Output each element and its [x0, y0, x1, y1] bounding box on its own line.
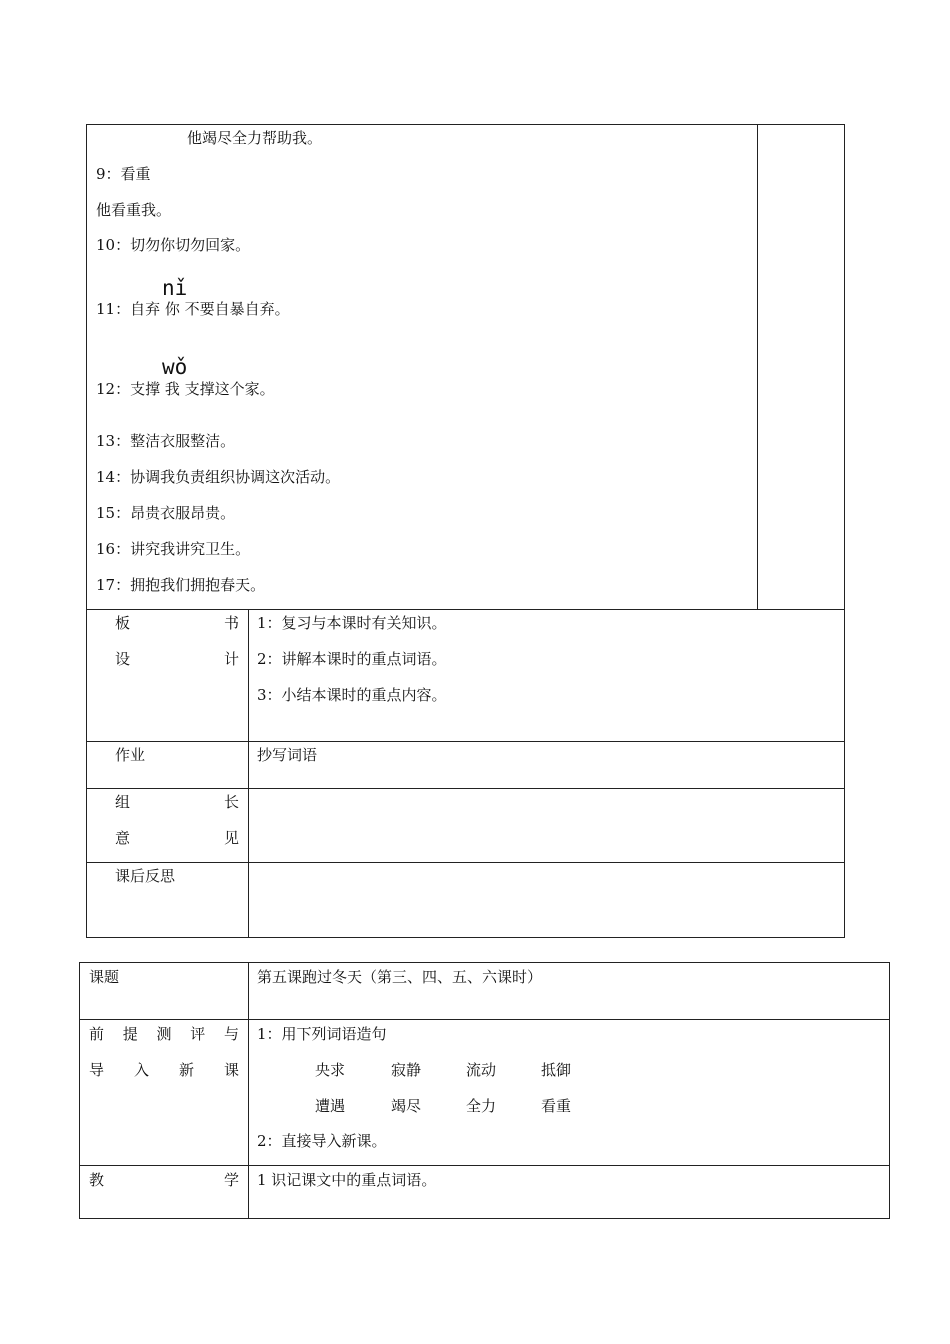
intro-label-char: 课 [223, 1061, 239, 1079]
t1-border-left [86, 124, 87, 938]
board-item: 1：复习与本课时有关知识。 [257, 614, 447, 632]
t1-inner-vertical-label [248, 609, 249, 938]
teach-label-char: 学 [223, 1171, 239, 1189]
intro-label-char: 提 [122, 1025, 138, 1043]
sentence-line: 13：整洁衣服整洁。 [96, 432, 236, 450]
intro-line: 1：用下列词语造句 [257, 1025, 387, 1043]
t2-border-top [79, 962, 890, 963]
vocab-word: 寂静 [391, 1061, 422, 1079]
sentence-line: 9：看重 [96, 165, 151, 183]
t1-border-top [86, 124, 845, 125]
vocab-word: 竭尽 [391, 1097, 422, 1115]
board-label-row2 [115, 650, 239, 668]
leader-label-char: 组 [115, 793, 131, 811]
leader-label-char: 意 [115, 829, 131, 847]
board-item: 2：讲解本课时的重点词语。 [257, 650, 447, 668]
sentence-line: 14：协调我负责组织协调这次活动。 [96, 468, 341, 486]
vocab-word: 抵御 [541, 1061, 572, 1079]
board-label-char: 书 [223, 614, 239, 632]
vocab-word: 全力 [466, 1097, 497, 1115]
board-label-row1 [115, 614, 239, 632]
reflection-label: 课后反思 [115, 867, 176, 885]
board-label-char: 设 [115, 650, 131, 668]
t2-row-divider-1 [79, 1019, 890, 1020]
sentence-line: 他竭尽全力帮助我。 [187, 129, 323, 147]
t1-row-divider-2 [86, 741, 845, 742]
intro-label-char: 入 [133, 1061, 149, 1079]
vocab-word: 流动 [466, 1061, 497, 1079]
leader-label-char: 长 [223, 793, 239, 811]
teach-value: 1 识记课文中的重点词语。 [257, 1171, 437, 1189]
t2-border-left [79, 962, 80, 1219]
t1-row-divider-1 [86, 609, 845, 610]
t2-border-right [889, 962, 890, 1219]
intro-label-char: 导 [89, 1061, 105, 1079]
t1-row-divider-4 [86, 862, 845, 863]
sentence-line: 15：昂贵衣服昂贵。 [96, 504, 236, 522]
t1-border-bottom [86, 937, 845, 938]
sentence-line: 17：拥抱我们拥抱春天。 [96, 576, 266, 594]
intro-label-char: 测 [156, 1025, 172, 1043]
t2-border-bottom [79, 1218, 890, 1219]
sentence-line: 10：切勿你切勿回家。 [96, 236, 251, 254]
t2-row-divider-2 [79, 1165, 890, 1166]
board-label-char: 板 [115, 614, 131, 632]
leader-label-row1 [115, 793, 239, 811]
t2-inner-vertical [248, 962, 249, 1219]
vocab-word: 央求 [315, 1061, 346, 1079]
sentence-line: 11：自弃 你 不要自暴自弃。 [96, 300, 290, 318]
homework-value: 抄写词语 [257, 746, 318, 764]
pinyin-annotation: wǒ [162, 355, 188, 379]
topic-value: 第五课跑过冬天（第三、四、五、六课时） [257, 968, 543, 986]
vocab-word: 看重 [541, 1097, 572, 1115]
t1-row-divider-3 [86, 788, 845, 789]
sentence-line: 他看重我。 [96, 201, 172, 219]
t1-border-right [844, 124, 845, 938]
intro-label-char: 与 [223, 1025, 239, 1043]
intro-line: 2：直接导入新课。 [257, 1132, 387, 1150]
pinyin-annotation: nǐ [162, 276, 188, 300]
leader-label-char: 见 [223, 829, 239, 847]
intro-label-char: 新 [178, 1061, 194, 1079]
intro-label-row2 [89, 1061, 239, 1079]
t1-inner-vertical-top [757, 124, 758, 609]
sentence-line: 12：支撑 我 支撑这个家。 [96, 380, 275, 398]
intro-label-char: 评 [190, 1025, 206, 1043]
teach-label-char: 教 [89, 1171, 105, 1189]
sentence-line: 16：讲究我讲究卫生。 [96, 540, 251, 558]
teach-label-row1 [89, 1171, 239, 1189]
intro-label-row1 [89, 1025, 239, 1043]
topic-label: 课题 [89, 968, 120, 986]
board-label-char: 计 [223, 650, 239, 668]
vocab-word: 遭遇 [315, 1097, 346, 1115]
leader-label-row2 [115, 829, 239, 847]
board-item: 3：小结本课时的重点内容。 [257, 686, 447, 704]
homework-label: 作业 [115, 746, 146, 764]
intro-label-char: 前 [89, 1025, 105, 1043]
